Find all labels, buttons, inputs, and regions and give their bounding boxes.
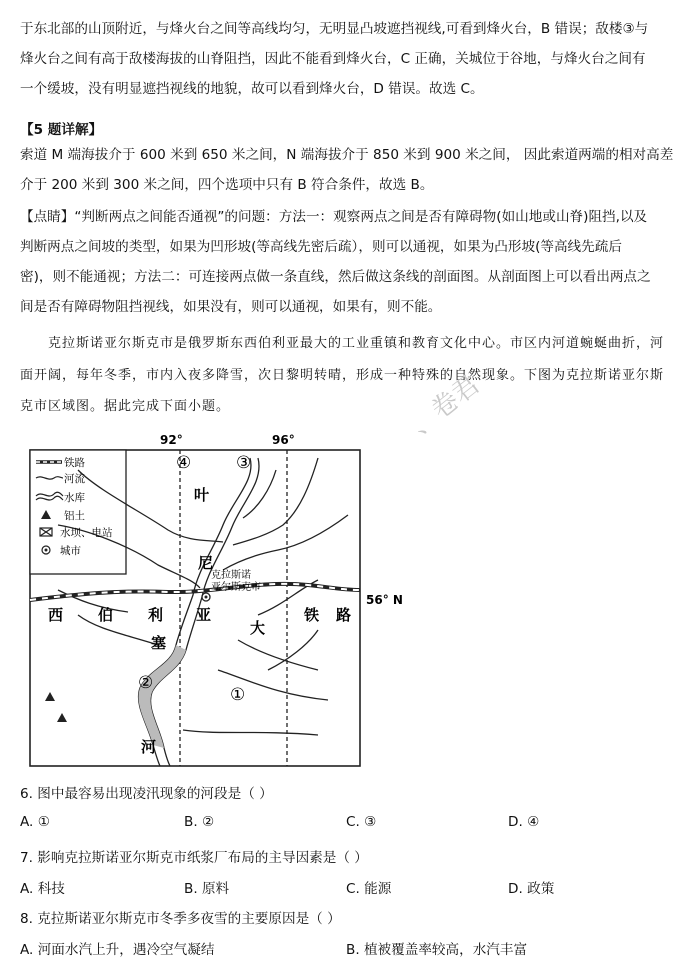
watermark: 、卷君 [405, 369, 486, 442]
q7-option-c[interactable]: C. 能源 [346, 881, 392, 897]
text-line: 一个缓坡，没有明显遮挡视线的地貌，故可以看到烽火台，D 错误。故选 C。 [20, 81, 484, 97]
q8-option-a[interactable]: A. 河面水汽上升，遇冷空气凝结 [20, 942, 215, 958]
text-line: 间是否有障碍物阻挡视线，如果没有，则可以通视，如果有，则不能。 [20, 299, 442, 315]
answer-paragraph-5 [20, 140, 675, 200]
question-6: 6. 图中最容易出现凌汛现象的河段是（ ） [20, 786, 273, 802]
text-line: 判断两点之间坡的类型，如果为凹形坡(等高线先密后疏），则可以通视，如果为凸形坡(等高线先疏后 [20, 239, 622, 255]
legend-city: 城市 [60, 545, 81, 557]
label-ye: 叶 [194, 486, 210, 504]
label-xi: 西 [48, 606, 64, 624]
q7-option-d[interactable]: D. 政策 [508, 881, 555, 897]
text-line: 介于 200 米到 300 米之间，四个选项中只有 B 符合条件，故选 B。 [20, 177, 434, 193]
intro-paragraph [20, 328, 675, 423]
text-line: 克拉斯诺亚尔斯克市是俄罗斯东西伯利亚最大的工业重镇和教育文化中心。市区内河道蜿蜒曲折，河 [20, 336, 665, 351]
legend-railway: 铁路 [64, 457, 85, 469]
q8-option-b[interactable]: B. 植被覆盖率较高，水汽丰富 [346, 942, 528, 958]
marker-3: ③ [236, 453, 252, 473]
lon-96-label: 96° [272, 433, 295, 447]
text-line: 面开阔，每年冬季，市内入夜多降雪，次日黎明转晴，形成一种特殊的自然现象。下图为克拉斯诺亚尔斯 [20, 367, 665, 383]
region-map [18, 430, 418, 770]
question-7: 7. 影响克拉斯诺亚尔斯克市纸浆厂布局的主导因素是（ ） [20, 850, 368, 866]
section-heading-5: 【5 题详解】 [20, 122, 103, 138]
legend-bauxite: 铝土 [64, 510, 85, 522]
city-label-2: 亚尔斯克市 [211, 582, 261, 593]
marker-4: ④ [176, 453, 192, 473]
text-line: 索道 M 端海拔介于 600 米到 650 米之间，N 端海拔介于 850 米到 900 米之间， 因此索道两端的相对高差 [20, 147, 674, 163]
legend-reservoir: 水库 [64, 492, 85, 504]
question-8: 8. 克拉斯诺亚尔斯克市冬季多夜雪的主要原因是（ ） [20, 911, 341, 927]
text-line: 【点睛】“判断两点之间能否通视”的问题：方法一：观察两点之间是否有障碍物(如山地或山脊)阻挡,以及 [20, 209, 648, 225]
legend-dam: 水坝、电站 [60, 527, 113, 539]
q6-option-b[interactable]: B. ② [184, 814, 215, 830]
text-line: 烽火台之间有高于敌楼海拔的山脊阻挡，因此不能看到烽火台，C 正确，关城位于谷地，与烽火台之间有 [20, 51, 646, 67]
marker-1: ① [230, 685, 246, 705]
lat-56-label: 56° N [366, 593, 403, 607]
label-bo: 伯 [98, 606, 114, 624]
label-da: 大 [250, 619, 266, 637]
label-sai: 塞 [151, 634, 167, 652]
label-ni: 尼 [198, 554, 214, 572]
tip-paragraph [20, 202, 675, 322]
q6-option-a[interactable]: A. ① [20, 814, 50, 830]
legend-river: 河流 [64, 473, 85, 485]
label-he: 河 [141, 738, 157, 756]
text-line: 密)，则不能通视；方法二：可连接两点做一条直线，然后做这条线的剖面图。从剖面图上可以看出两点之 [20, 269, 651, 285]
answer-paragraph-4 [20, 14, 675, 104]
text-line: 克市区域图。据此完成下面小题。 [20, 399, 231, 414]
marker-2: ② [138, 673, 154, 693]
label-ya: 亚 [196, 606, 212, 624]
q6-option-c[interactable]: C. ③ [346, 814, 377, 830]
q7-option-a[interactable]: A. 科技 [20, 881, 65, 897]
lon-92-label: 92° [160, 433, 183, 447]
label-li: 利 [148, 606, 164, 624]
label-lu: 路 [336, 606, 352, 624]
label-tie: 铁 [304, 606, 320, 624]
text-line: 于东北部的山顶附近，与烽火台之间等高线均匀，无明显凸坡遮挡视线,可看到烽火台，B 错误；敌楼③与 [20, 21, 649, 37]
city-label-1: 克拉斯诺 [211, 570, 251, 581]
q6-option-d[interactable]: D. ④ [508, 814, 540, 830]
q7-option-b[interactable]: B. 原料 [184, 881, 230, 897]
